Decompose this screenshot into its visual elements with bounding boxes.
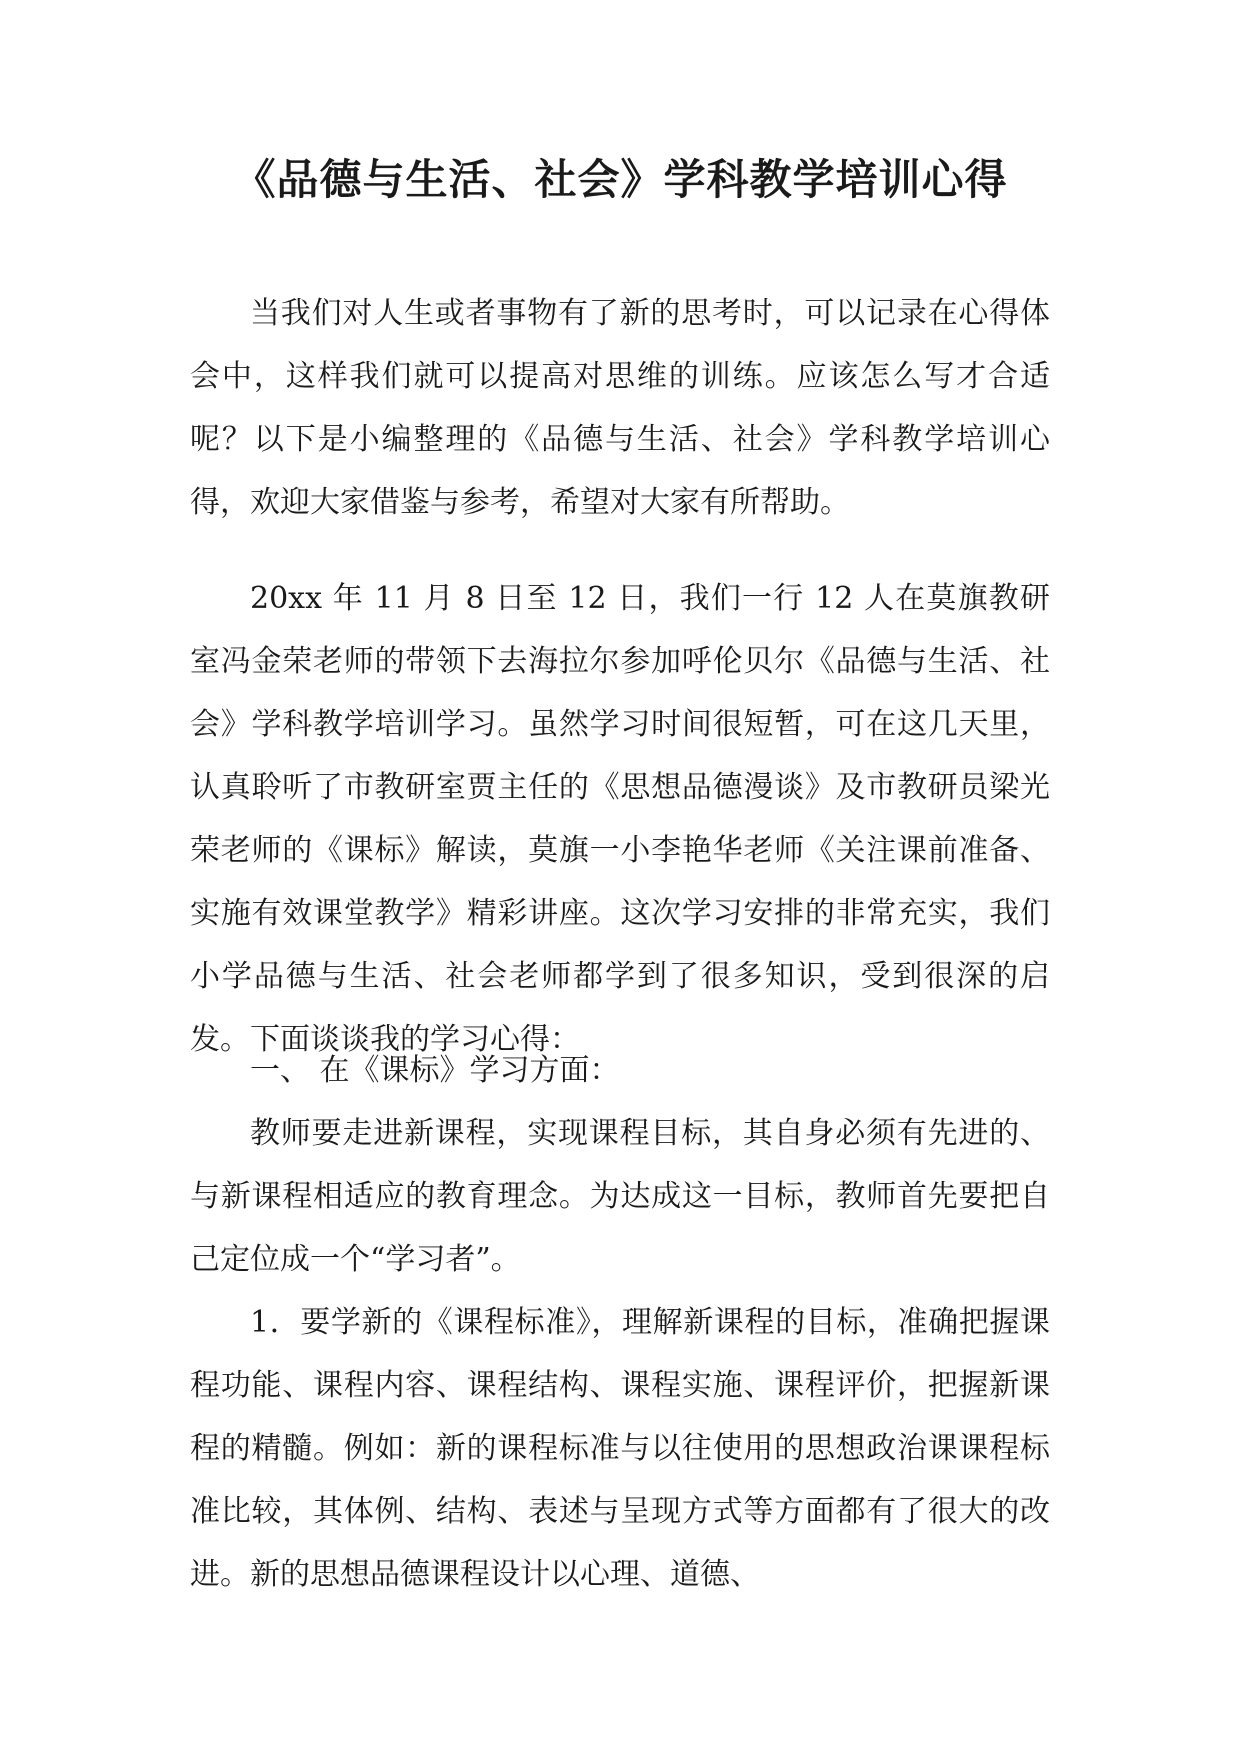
body-paragraph: 20xx 年 11 月 8 日至 12 日，我们一行 12 人在莫旗教研室冯金荣老师的带领下去海拉尔参加呼伦贝尔《品德与生活、社会》学科教学培训学习。虽然学习时间很短暂，可在这几天里，认真聆听了市教研室贾主任的《思想品德漫谈》及市教研员梁光荣老师的《课标》解读，莫旗一小李艳华老师《关注课前准备、实施有效课堂教学》精彩讲座。这次学习安排的非常充实，我们小学品德与生活、社会老师都学到了很多知识，受到很深的启发。下面谈谈我的学习心得： <box>190 581 1050 1057</box>
body-paragraph: 教师要走进新课程，实现课程目标，其自身必须有先进的、与新课程相适应的教育理念。为达成这一目标，教师首先要把自己定位成一个“学习者”。 <box>190 1116 1050 1277</box>
body-paragraph: 1．要学新的《课程标准》，理解新课程的目标，准确把握课程功能、课程内容、课程结构、课程实施、课程评价，把握新课程的精髓。例如：新的课程标准与以往使用的思想政治课课程标准比较，其体例、结构、表述与呈现方式等方面都有了很大的改进。新的思想品德课程设计以心理、道德、 <box>190 1305 1050 1592</box>
section-heading: 一、 在《课标》学习方面： <box>250 1053 620 1088</box>
intro-paragraph: 当我们对人生或者事物有了新的思考时，可以记录在心得体会中，这样我们就可以提高对思维的训练。应该怎么写才合适呢？以下是小编整理的《品德与生活、社会》学科教学培训心得，欢迎大家借鉴与参考，希望对大家有所帮助。 <box>190 296 1050 520</box>
document-title: 《品德与生活、社会》学科教学培训心得 <box>233 155 1008 204</box>
